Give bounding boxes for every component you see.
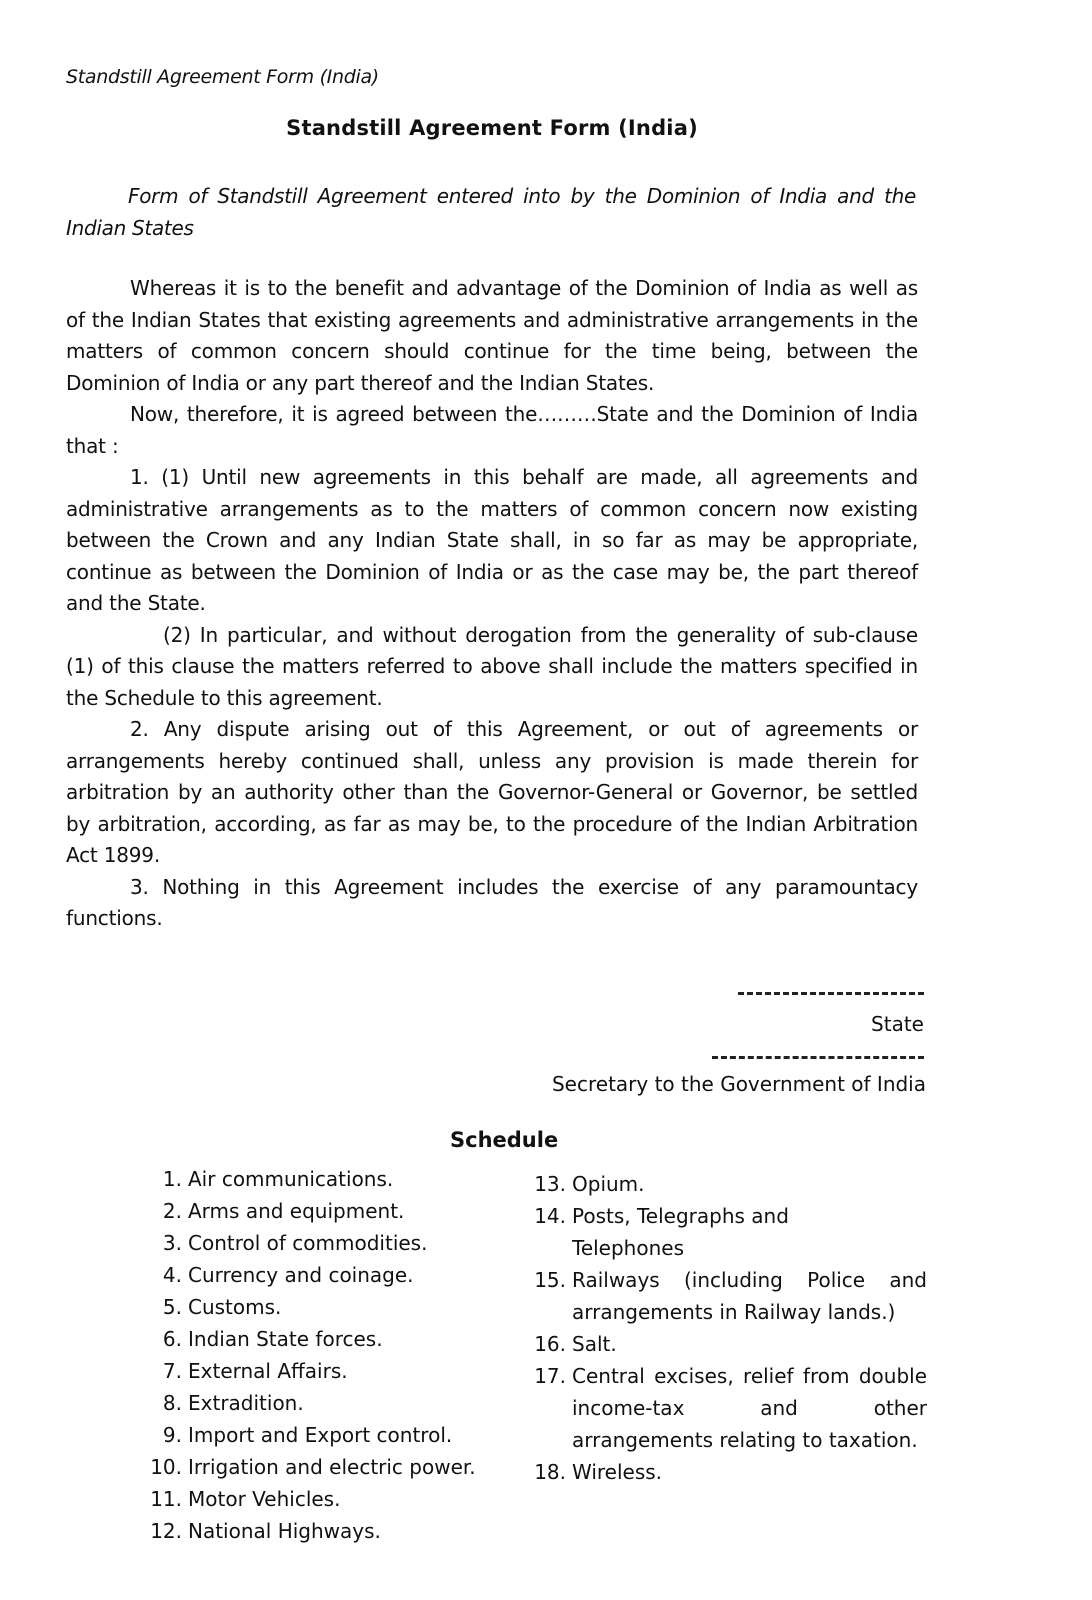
item-number: 12. — [150, 1519, 182, 1543]
schedule-item — [138, 1291, 538, 1323]
schedule-item — [138, 1323, 538, 1355]
schedule-list-left — [138, 1163, 538, 1547]
schedule-item — [138, 1163, 538, 1195]
schedule-item — [522, 1328, 927, 1360]
item-number: 1. — [162, 1167, 182, 1191]
schedule-item — [522, 1456, 927, 1488]
clause-2: 2. Any dispute arising out of this Agreement, or out of agreements or arrangements hereby continued shall, unless any provision is made therein for arbitration by an authority other than the Governor-General or Governor, be settled by arbitration, according, as far as may be, to the procedure of the Indian Arbitration Act 1899. — [66, 717, 918, 867]
item-text: Central excises, relief from double income-tax and other arrangements relating to taxation. — [572, 1364, 927, 1452]
item-text: Control of commodities. — [188, 1231, 428, 1255]
schedule-item — [138, 1195, 538, 1227]
clause-1-2: (2) In particular, and without derogation from the generality of sub-clause (1) of this clause the matters referred to above shall include the matters specified in the Schedule to this agreement. — [66, 622, 918, 710]
item-text: Railways (including Police and arrangements in Railway lands.) — [572, 1268, 927, 1324]
item-text: Extradition. — [188, 1391, 304, 1415]
clause-3: 3. Nothing in this Agreement includes the exercise of any paramountacy functions. — [66, 874, 918, 930]
schedule-title: Schedule — [450, 1128, 559, 1152]
item-number: 3. — [162, 1231, 182, 1255]
item-number: 17. — [534, 1364, 566, 1388]
secretary-signature-label: Secretary to the Government of India — [551, 1072, 926, 1096]
item-text: Arms and equipment. — [188, 1199, 405, 1223]
schedule-item — [138, 1419, 538, 1451]
item-text: Import and Export control. — [188, 1423, 453, 1447]
item-number: 5. — [162, 1295, 182, 1319]
schedule-item — [138, 1483, 538, 1515]
item-number: 2. — [162, 1199, 182, 1223]
item-number: 13. — [534, 1172, 566, 1196]
secretary-signature-line — [712, 1056, 924, 1059]
preamble-paragraph: Whereas it is to the benefit and advantage of the Dominion of India as well as of the Indian States that existing agreements and administrative arrangements in the matters of common concern should continue for the time being, between the Dominion of India or any part thereof and the Indian States. — [66, 276, 918, 395]
item-text: External Affairs. — [188, 1359, 348, 1383]
item-text: Customs. — [188, 1295, 282, 1319]
item-number: 16. — [534, 1332, 566, 1356]
item-text: Wireless. — [572, 1460, 663, 1484]
schedule-item — [522, 1168, 927, 1200]
item-number: 6. — [162, 1327, 182, 1351]
item-text: Posts, Telegraphs and Telephones — [572, 1204, 789, 1260]
item-text: Indian State forces. — [188, 1327, 383, 1351]
schedule-item — [522, 1264, 927, 1328]
item-text: Currency and coinage. — [188, 1263, 414, 1287]
item-text: National Highways. — [188, 1519, 381, 1543]
item-number: 8. — [162, 1391, 182, 1415]
item-text: Air communications. — [188, 1167, 394, 1191]
schedule-item — [138, 1515, 538, 1547]
item-number: 7. — [162, 1359, 182, 1383]
schedule-item — [138, 1387, 538, 1419]
item-text: Salt. — [572, 1332, 617, 1356]
schedule-item — [138, 1227, 538, 1259]
state-signature-label: State — [871, 1012, 924, 1036]
agreement-clause-intro: Now, therefore, it is agreed between the………State and the Dominion of India that : — [66, 402, 918, 458]
schedule-item — [138, 1355, 538, 1387]
schedule-item — [138, 1259, 538, 1291]
state-signature-line — [738, 992, 924, 995]
schedule-item — [138, 1451, 538, 1483]
agreement-body — [66, 273, 918, 935]
document-title: Standstill Agreement Form (India) — [286, 116, 698, 140]
schedule-list-right — [522, 1168, 927, 1488]
document-subtitle: Form of Standstill Agreement entered into by the Dominion of India and the Indian States — [66, 184, 916, 240]
item-number: 18. — [534, 1460, 566, 1484]
item-text: Motor Vehicles. — [188, 1487, 341, 1511]
item-number: 10. — [150, 1455, 182, 1479]
running-head: Standstill Agreement Form (India) — [66, 66, 379, 88]
item-text: Irrigation and electric power. — [188, 1455, 476, 1479]
item-number: 15. — [534, 1268, 566, 1292]
schedule-item — [522, 1360, 927, 1456]
item-number: 14. — [534, 1204, 566, 1228]
item-text: Opium. — [572, 1172, 645, 1196]
item-number: 11. — [150, 1487, 182, 1511]
schedule-item — [522, 1200, 927, 1264]
item-number: 4. — [162, 1263, 182, 1287]
item-number: 9. — [162, 1423, 182, 1447]
clause-1-1: 1. (1) Until new agreements in this behalf are made, all agreements and administrative arrangements as to the matters of common concern now existing between the Crown and any Indian State shall, in so far as may be appropriate, continue as between the Dominion of India or as the case may be, the part thereof and the State. — [66, 465, 918, 615]
